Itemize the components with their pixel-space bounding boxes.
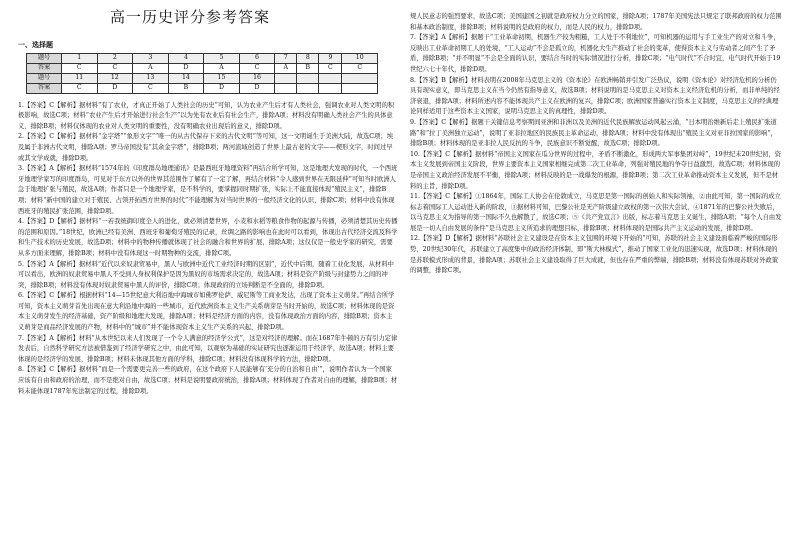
- section-heading: 一、选择题: [18, 40, 53, 49]
- answer-explanation: 3.【答案】A【解析】据材料“1574年的《印度群岛地理通讯》是最西班牙地理资料”再结合所学可知，这是地理大发现的时代，一个西班牙地理学家写的印度群岛，可见对于东方以外的世界其范围作了解有了一定了解，再结合材料“令人感到世界在无限延伸”可知当时欧洲人急于地理扩张与殖民，故选A项；作者只是一个地理学家，是不科学的，要掌握同时期扩张，实际上不能直接体现“殖民主义”，排除B项；材料“新中国的建立对于殖民、占领开拓西方世界的时代”不能理解为对当时世界的一般经济文化的认识，排除C项；材料中没有体现西班牙的殖民扩张范围，排除D项。: [18, 165, 398, 215]
- answer-table-cell: D: [239, 83, 275, 93]
- answer-table-cell: 8: [297, 53, 319, 63]
- answer-table-cell: [342, 83, 378, 93]
- answer-explanation: 1.【答案】C【解析】据材料“有了农业，才真正开始了人类社会的历史”可知，认为农业产生后才有人类社会，强调农业对人类文明的积极影响，故选C项；材料“农业产生后才开始进行社会生产”以为先有农业后有社会生产，排除A项；材料没有明确人类社会产生的具体意义，排除B项；材料仅体现的农业对人类文明的重要性，没有明确农业出现后的意义，排除D项。: [18, 101, 395, 130]
- answer-table-row-header: 题号: [27, 73, 62, 83]
- answer-table-row: [27, 73, 378, 83]
- answer-table-cell: 11: [62, 73, 98, 83]
- answer-explanation: 9.【答案】C【解析】据题干关键信息考察期间亚洲和非洲以及美洲的近代民族解放运动风起云涌，“日本明治维新后走上殖民扩张道路”和“拉丁美洲独立运动”，说明了亚非拉地区的民族民主革命运动，排除A项；材料中没有体现出“殖民主义对亚非拉国家的影响”，排除B项；材料体现的是亚非拉人民反抗的斗争，民族意识不断觉醒，故选C项；排除D项。: [410, 118, 777, 148]
- answer-explanation: 7.【答案】A【解析】材料“从本世纪以来人们发现了一个令人满意的经济学公式”，这是对经济的理解。而在1687年牛顿的万有引力定律发表后，自然科学研究方法被借鉴到了经济学研究之中，由此可知，以观察为基础的实证研究也逐渐运用于经济学，故选A项；材料主要体现的是经济学的发展，排除B项；材料未体现其他方面的学科，排除C项；材料没有体现科学的方法，排除D项。: [18, 334, 398, 363]
- answer-table-cell: 14: [168, 73, 204, 83]
- answer-table-cell: C: [239, 63, 275, 73]
- answer-table: [26, 53, 378, 94]
- answer-table-cell: 3: [133, 53, 169, 63]
- answer-explanation: 7.【答案】A【解析】据题干“工业革命初期，机器生产较为粗糙，工人处于不利地位”，可知机器的运用与手工业生产的对立和斗争，反映出工业革命初期工人的处境，“工人运动”不会是孤立的，机器化大生产推动了社会的变革，使得资本主义与劳动者之间产生了矛盾，排除B项；“并不明显”不会是全面的认识，要结合当时的实际情况进行分析，排除C项；“电气时代”不合时宜，电气时代开始于19世纪六七十年代，排除D项。: [410, 34, 781, 73]
- answer-table-row: [27, 83, 378, 93]
- answer-explanation: 6.【答案】C【解析】根据材料“14—15世纪意大利沿地中海城市如佛罗伦萨、威尼斯等工商业发达，出现了资本主义萌芽。”再结合所学可知，资本主义萌芽首先出现在意大利沿地中海的一些城市，近代欧洲资本主义生产关系萌芽是当时开始的，故选C项；材料体现的是资本主义萌芽发生的经济基础，资产阶级和地理大发现，排除A项；材料是经济方面的内容，没有体现政治方面的内容，排除B项；资本主义萌芽是商品经济发展的产物，材料中的“城市”并不能体现资本主义生产关系的兴起，排除D项。: [18, 292, 395, 332]
- answer-table-cell: [342, 73, 378, 83]
- answer-table-cell: 9: [319, 53, 342, 63]
- answer-table-cell: B: [168, 83, 204, 93]
- answer-explanation: 2.【答案】C【解析】据材料“金字塔”“象形文字”“唯一的从古代保存下来的古代文明”等可知，这一文明诞生于美洲大陆，故选C项；埃及属于非洲古代文明，排除A项；罗马帝国没有“其余金字塔”，排除B项；两河流域创造了世界上最古老的文字——楔形文字，时间过早或其文学成就，排除D项。: [18, 133, 393, 162]
- right-column: [410, 12, 782, 277]
- answer-explanation: 4.【答案】D【解析】据材料“一若我统御印度全人的进化，就必须清楚世界，小麦和水稻等粮食作物的起源与传播，必须清楚其历史传播的范围和原因。”18世纪，欧洲已经有美洲、西班牙和葡萄牙殖民的记录，丝绸之路的影响也在此时可以看到，体现出古代经济交流及科学和生产技术的历史发展，故选D项；材料中的物种传播就体现了社会的融合和世界的扩展，排除A项；这仅仅是一般史学家的研究，需要从多方面来理解，排除B项；材料中没有体现这一时期物种的交流，排除C项。: [18, 218, 398, 257]
- answer-table-cell: C: [342, 63, 378, 73]
- answer-explanation: 12.【答案】D【解析】据材料“苏联社会主义建设是在资本主义包围的环境下开始的”可知，苏联的社会主义建设面临着严峻的国际形势，20世纪30年代，苏联建立了高度集中的政治经济体制，即“斯大林模式”，推动了国家工业化的迅速实现，故选D项；材料体现的是苏联模式形成的背景，排除A项；苏联社会主义建设取得了巨大成就，但也存在严重的弊端，排除B项；材料没有体现苏联对外政策的调整，排除C项。: [410, 235, 779, 275]
- answer-table-cell: D: [97, 83, 133, 93]
- answer-table-cell: 15: [204, 73, 240, 83]
- left-column: [18, 40, 398, 397]
- right-answer-list: [410, 12, 782, 277]
- answer-explanation: 10.【答案】C【解析】据材料“帝国主义国家在瓜分世界的过程中，矛盾不断激化，形成两大军事集团对峙”，19世纪末20世纪初，资本主义发展到帝国主义阶段，世界主要资本主义国家相继完成第二次工业革命，列强对殖民地的争夺日益激烈，故选C项；材料体现的是帝国主义政治经济发展不平衡，排除A项；材料反映的是一战爆发的根源，排除B项；第二次工业革命推动资本主义发展，但不是材料的主旨，排除D项。: [410, 150, 782, 190]
- answer-table-cell: [275, 83, 297, 93]
- answer-table-cell: D: [204, 83, 240, 93]
- left-answer-list: [18, 101, 398, 398]
- answer-table-cell: A: [133, 63, 169, 73]
- answer-table-cell: [297, 73, 319, 83]
- answer-table-cell: A: [204, 63, 240, 73]
- answer-explanation: 5.【答案】A【解析】据材料“近代以来奴隶贸易中，黑人与欧洲中近代工业经济时期的区别”，近代中后期，随着工业化发展，从材料中可以看出，欧洲的奴隶贸易中黑人不受到人身权利保护是因为黑奴的市场需求决定的，故选A项；材料是资产阶级与封建势力之间的冲突，排除B项；材料没有体现对奴隶贸易中黑人的评价，排除C项；体现政府的立场判断是不全面的，排除D项。: [18, 260, 394, 289]
- answer-table-cell: D: [168, 63, 204, 73]
- answer-table-cell: C: [62, 63, 98, 73]
- answer-table-cell: [297, 83, 319, 93]
- answer-table-cell: 1: [62, 53, 98, 63]
- answer-table-row-header: 答案: [27, 83, 62, 93]
- answer-table-cell: A: [275, 63, 297, 73]
- answer-table-cell: C: [319, 63, 342, 73]
- answer-table-cell: [275, 73, 297, 83]
- answer-table-cell: C: [97, 63, 133, 73]
- answer-table-row: [27, 53, 378, 63]
- answer-table-cell: C: [133, 83, 169, 93]
- answer-table-cell: 13: [133, 73, 169, 83]
- answer-table-cell: 5: [204, 53, 240, 63]
- answer-table-cell: 16: [239, 73, 275, 83]
- answer-explanation: 8.【答案】B【解析】材料表明在2008年马克思主义的《资本论》在欧洲畅销并引发广泛热议，说明《资本论》对经济危机的分析仍具有现实意义，即马克思主义在当今仍然有指导意义，故选B项；材料说明的是马克思主义对资本主义经济危机的分析，而非单纯的经济衰退，排除A项；材料所述内容不能体现共产主义在欧洲的复兴，排除C项；欧洲国家普遍实行资本主义制度，马克思主义的经典理论同样适用于这些资本主义国家，说明马克思主义的真理性，排除D项。: [410, 76, 780, 116]
- answer-table-cell: B: [297, 63, 319, 73]
- answer-explanation: 规人民意志的强烈要求，故选C项；美国建国之初就是政府权力分立的国家，排除A项；1787年美国宪法只规定了联邦政府的权力范围和基本政治制度，排除B项；材料说明的是政府的权力，而是人民的权力，排除D项。: [410, 13, 782, 31]
- answer-table-row-header: 题号: [27, 53, 62, 63]
- answer-table-cell: [319, 73, 342, 83]
- answer-table-row: [27, 63, 378, 73]
- answer-table-cell: 6: [239, 53, 275, 63]
- answer-table-cell: C: [62, 83, 98, 93]
- answer-table-cell: 10: [342, 53, 378, 63]
- answer-explanation: 8.【答案】C【解析】据材料“而是一个需要更完善一些的政府，在这个政府下人民能够有‘充分的自治和自由’”，说明作者认为一个国家应该有自由和政府的治理，而不是绝对自由，故选C项；材料是说明要政府统治，排除A项；材料体现了作者对自由的理解，排除B项；材料未能体现1787年宪法制定的过程，排除D项。: [18, 366, 398, 395]
- answer-table-cell: 12: [97, 73, 133, 83]
- page-title: 高一历史评分参考答案: [109, 8, 270, 26]
- answer-explanation: 11.【答案】C【解析】①1864年，国际工人协会在伦敦成立，马克思是第一国际的创始人和实际领袖，②由此可知，第一国际的成立标志着国际工人运动进入新的阶段，③据材料可知，巴黎公社是无产阶级建立政权的第一次伟大尝试，④1871年的巴黎公社失败后，以马克思主义为指导的第一国际不久也解散了，故选C项；⑤《共产党宣言》出版，标志着马克思主义诞生，排除A项；“每个人自由发展是一切人自由发展的条件”是马克思主义所追求的理想目标，排除B项；材料体现的是国际共产主义运动的发展，排除D项。: [410, 193, 782, 232]
- answer-table-cell: 2: [97, 53, 133, 63]
- answer-table-cell: 7: [275, 53, 297, 63]
- answer-table-cell: [319, 83, 342, 93]
- answer-table-row-header: 答案: [27, 63, 62, 73]
- answer-table-cell: 4: [168, 53, 204, 63]
